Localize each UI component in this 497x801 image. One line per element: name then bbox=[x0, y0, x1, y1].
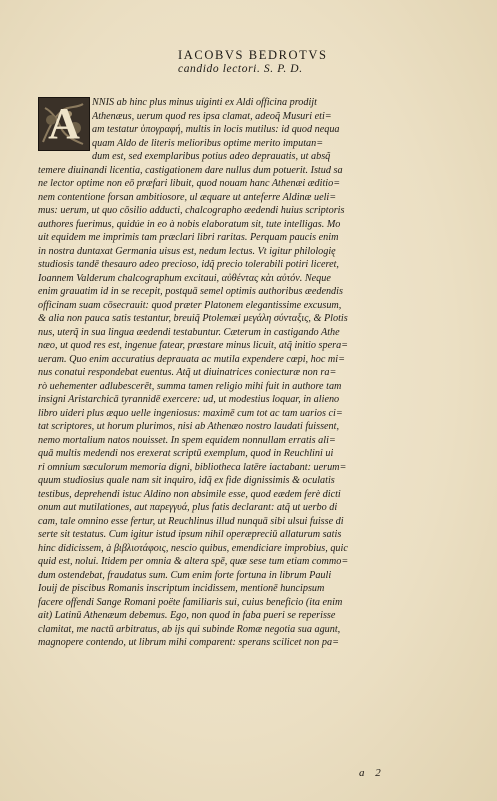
text-line: quā multis medendi nos erexerat scriptū exemplum, quod in Reuchlini ui bbox=[38, 448, 334, 459]
letter-body bbox=[38, 96, 472, 650]
text-line: tat scriptores, ut horum plurimos, nisi ab Athenæo nostro laudati fuissent, bbox=[38, 421, 340, 432]
text-line: testibus, deprehendi istuc Aldino non absimile esse, quod eædem ferè dicti bbox=[38, 488, 341, 500]
text-line: facere offendi Sange Romani poëte familiaris sui, cuius beneficio (ita enim bbox=[38, 596, 343, 608]
text-line: magnopere contendo, ut librum mihi comparent: sperans scilicet non pa= bbox=[38, 637, 339, 648]
text-line: onum aut mutilationes, aut παρεγγυά, plus fatis declarant: atq̃ ut uerbo di bbox=[38, 502, 338, 513]
text-line: quid est, nolui. Itidem per omnia & altera spē, quæ sese tum etiam commo= bbox=[38, 556, 349, 567]
author-heading bbox=[178, 48, 428, 62]
text-line: dum est, sed exemplaribus potius adeo deprauatis, ut absq̃ bbox=[92, 151, 331, 162]
text-line: serte sit testatus. Cum igitur istud ipsum nihil operæpreciū allaturum satis bbox=[38, 529, 342, 540]
text-line: quam Aldo de literis melioribus optime merito imputan= bbox=[92, 137, 324, 149]
text-line: quum studiosius quale nam sit inquiro, idq̃ ex fide dignissimis & oculatis bbox=[38, 475, 335, 486]
text-line: mus: uerum, ut quo cōsilio adducti, chalcographo æedendi huius scriptoris bbox=[38, 205, 345, 216]
text-line: am testatur ὑπογραφή, multis in locis mutilus: id quod nequa bbox=[92, 124, 340, 135]
text-line: nem contentione forsan ambitiosore, ul æquare ut anteferre Aldinæ ueli= bbox=[38, 191, 337, 203]
text-line: ne lector optime non eō præfari libuit, quod nouam hanc Athenæi æditio= bbox=[38, 178, 341, 189]
text-line: Athenæus, uerum quod res ipsa clamat, adeoq̃ Musuri eti= bbox=[92, 110, 332, 122]
signature-mark: a 2 bbox=[359, 767, 385, 779]
text-line: Iouij de piscibus Romanis inscriptum incidissem, mentionē huncipsum bbox=[38, 583, 325, 594]
text-line: næo, ut quod res est, ingenue fatear, præstare minus licuit, atq̃ initio spera= bbox=[38, 340, 349, 351]
text-line: & alia non pauca satis testantur, breuiq̃ Ptolemæi μεγάλη σύνταξις, & Plotis bbox=[38, 313, 348, 324]
text-line: hinc didicissem, à βιβλιοτάφοις, nescio quibus, emendiciare improbius, quic bbox=[38, 542, 348, 554]
text-line: rò uehementer adlubescerēt, summa tamen religio mihi fuit in authore tam bbox=[38, 380, 342, 392]
text-line: insigni Aristarchicā tyrannidē exercere: ud, ut modestius loquar, in alieno bbox=[38, 394, 340, 405]
text-line: NNIS ab hinc plus minus uiginti ex Aldi officina prodijt bbox=[92, 97, 317, 108]
text-line: clamitat, me nactū arbitratus, ab ijs qui subinde Romæ negotia sua agunt, bbox=[38, 623, 341, 635]
text-line: ait) Latinū Athenæum debemus. Ego, non quod in faba pueri se reperisse bbox=[38, 610, 336, 621]
text-line: uit equidem me imprimis tam præclari libri raritas. Perquam paucis enim bbox=[38, 232, 339, 243]
text-line: nemo mortalium natos nouisset. In spem equidem nonnullam erratis ali= bbox=[38, 434, 336, 446]
initial-letter: A bbox=[48, 99, 80, 148]
salutation-line: candido lectori. S. P. D. bbox=[178, 63, 303, 75]
text-line: libro uideri plus æquo uelle ingeniosus: maximē cum tot ac tam uarios ci= bbox=[38, 407, 343, 419]
text-line: nus, uterq̃ in sua lingua æedendi testabuntur. Cæterum in castigando Athe bbox=[38, 326, 340, 338]
text-line: temere diuinandi licentia, castigationem dare nullus dum potuerit. Istud sa bbox=[38, 164, 343, 176]
text-line: Ioannem Valderum chalcographum excitaui, αὐθέντας κὰι αὐτόν. Neque bbox=[38, 272, 331, 284]
text-line: in nostra duntaxat Germania uisus est, nedum lectus. Vt igitur philologię bbox=[38, 245, 336, 257]
text-line: ri omnium sæculorum memoria digni, bibliotheca latēre iactabant: uerum= bbox=[38, 461, 347, 473]
text-line: dum ostendebat, fraudatus sum. Cum enim forte fortuna in librum Pauli bbox=[38, 569, 332, 581]
author-name: IACOBVS BEDROTVS bbox=[178, 48, 328, 62]
text-line: cam, tale omnino esse fertur, ut Reuchlinus illud nunquā sibi ulsui fuisse di bbox=[38, 515, 344, 527]
text-line: officinam suam cōsecrauit: quod præter Platonem elegantissime excusum, bbox=[38, 299, 342, 311]
text-line: nus conatui respondebat euentus. Atq̃ ut diuinatrices coniecturæ non ra= bbox=[38, 367, 337, 378]
text-line: enim grauatim id in se recepit, postquā semel optimis authoribus æedendis bbox=[38, 286, 343, 297]
text-line: studiosis tandē thesauro adeo precioso, idq̃ precio tolerabili potiri liceret, bbox=[38, 259, 339, 270]
text-line: ueram. Quo enim accuratius deprauata ac mutila expendere cœpi, hoc mi= bbox=[38, 353, 345, 365]
text-line: authores fuerimus, quidúe in eo à nobis elaboratum sit, tute intelligas. Mo bbox=[38, 218, 341, 230]
